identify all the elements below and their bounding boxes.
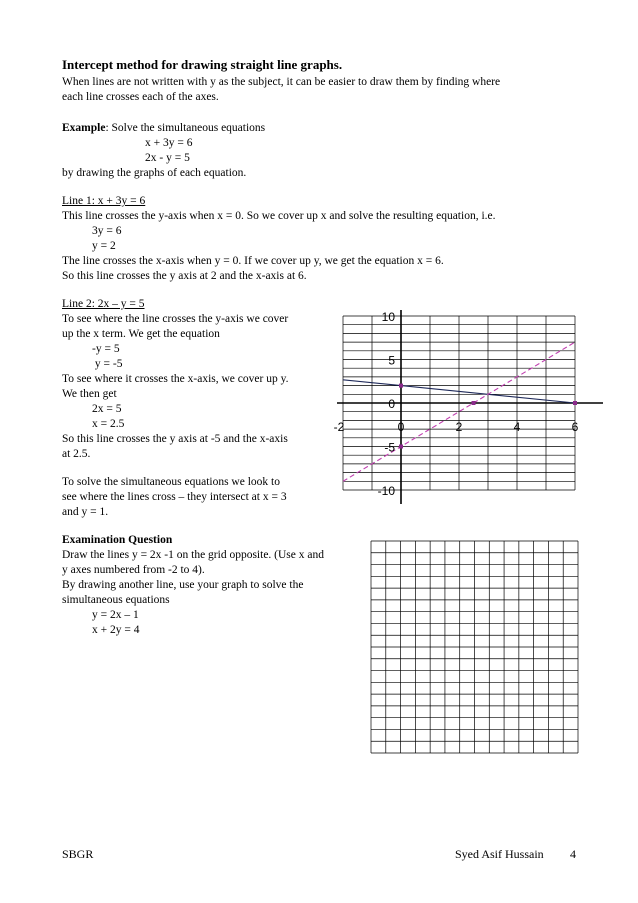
x-tick-label: -2 <box>333 420 345 434</box>
intercept-point <box>399 445 403 449</box>
line1-text-4: The line crosses the x-axis when y = 0. If we cover up y, we get the equation x = 6. <box>62 255 444 267</box>
y-tick-label: -5 <box>384 440 395 455</box>
line2-text: So this line crosses the y axis at -5 and the x-axis <box>62 433 288 445</box>
line2-text: -y = 5 <box>92 343 120 355</box>
example-eq1: x + 3y = 6 <box>145 137 193 149</box>
line2-text: y = -5 <box>92 358 123 370</box>
example-text: : Solve the simultaneous equations <box>105 122 266 134</box>
exam-text: Draw the lines y = 2x -1 on the grid opposite. (Use x and <box>62 549 324 561</box>
intercept-point <box>573 401 577 405</box>
line2-text: We then get <box>62 388 117 400</box>
answer-grid <box>370 540 580 755</box>
intro-line-1: When lines are not written with y as the subject, it can be easier to draw them by finding where <box>62 76 501 88</box>
line2-text: up the x term. We get the equation <box>62 328 220 340</box>
y-tick-label: -10 <box>377 484 395 498</box>
x-tick-label: 6 <box>571 420 579 434</box>
line2-text: To see where the line crosses the y-axis we cover <box>62 313 289 325</box>
footer-author: Syed Asif Hussain <box>455 847 544 861</box>
graph-tick-labels <box>334 310 579 498</box>
example-line <box>62 121 265 136</box>
footer-page-number: 4 <box>570 847 576 861</box>
line2-text: To see where it crosses the x-axis, we cover up y. <box>62 373 289 385</box>
x-tick-label: 2 <box>455 420 463 434</box>
x-tick-label: 4 <box>513 420 521 434</box>
line2-text: x = 2.5 <box>92 418 125 430</box>
solve-text: and y = 1. <box>62 506 109 518</box>
intercept-point <box>472 401 476 405</box>
exam-eq1: y = 2x – 1 <box>92 609 139 621</box>
graph-axes <box>337 310 603 504</box>
intercept-point <box>399 384 403 388</box>
line1-text-1: This line crosses the y-axis when x = 0. So we cover up x and solve the resulting equation, i.e. <box>62 210 496 222</box>
exam-text: simultaneous equations <box>62 594 170 606</box>
exam-text: By drawing another line, use your graph to solve the <box>62 579 304 591</box>
x-tick-label: 0 <box>397 420 405 434</box>
exam-text: y axes numbered from -2 to 4). <box>62 564 205 576</box>
intro-line-2: each line crosses each of the axes. <box>62 91 219 103</box>
line1-text-5: So this line crosses the y axis at 2 and the x-axis at 6. <box>62 270 307 282</box>
solve-text: see where the lines cross – they intersect at x = 3 <box>62 491 287 503</box>
line1-text-2: 3y = 6 <box>92 225 122 237</box>
line2-heading: Line 2: 2x – y = 5 <box>62 298 145 310</box>
y-tick-label: 10 <box>381 310 395 324</box>
y-tick-label: 5 <box>388 353 395 368</box>
line2-text: 2x = 5 <box>92 403 122 415</box>
worked-graph <box>335 308 605 508</box>
exam-eq2: x + 2y = 4 <box>92 624 140 636</box>
footer-school: SBGR <box>62 847 94 861</box>
line1-heading: Line 1: x + 3y = 6 <box>62 195 146 207</box>
line2-text: at 2.5. <box>62 448 91 460</box>
exam-heading: Examination Question <box>62 534 173 546</box>
line1-text-3: y = 2 <box>92 240 116 252</box>
solve-text: To solve the simultaneous equations we look to <box>62 476 280 488</box>
page-title: Intercept method for drawing straight line graphs. <box>62 57 343 72</box>
example-eq2: 2x - y = 5 <box>145 152 190 164</box>
example-tail: by drawing the graphs of each equation. <box>62 167 247 179</box>
example-label: Example <box>62 122 106 134</box>
y-tick-label: 0 <box>388 397 395 411</box>
